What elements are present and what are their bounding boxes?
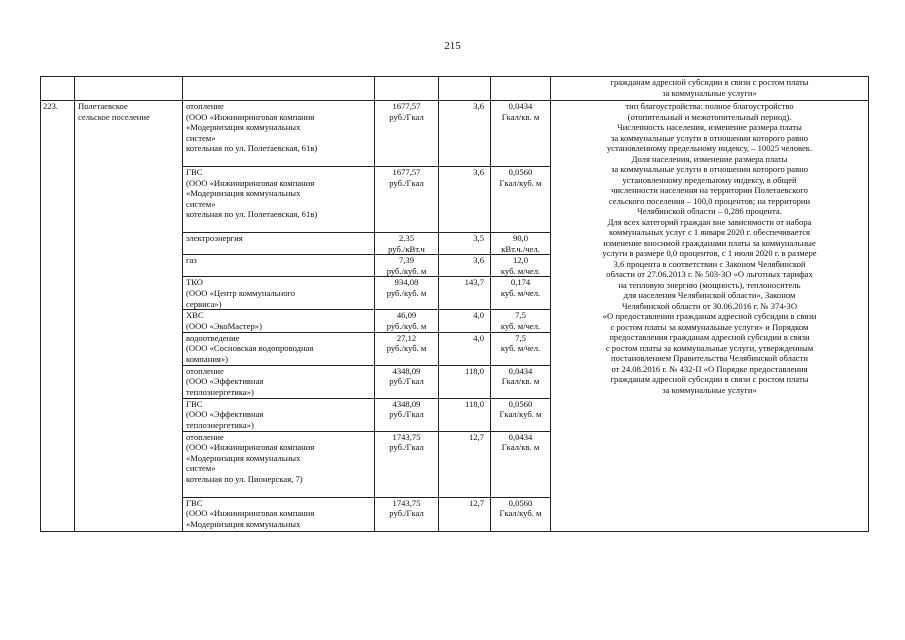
service-name: отопление (ООО «Инжиниринговая компания «Модернизация коммунальных систем» котельная по ул. Полетаевская, 61в): [186, 101, 318, 154]
service-cell: [183, 233, 375, 255]
settlement-name: Полетаевское сельское поселение: [78, 101, 150, 122]
tariff-cell: [375, 431, 439, 497]
tariff-cell: [375, 233, 439, 255]
tariff-cell: [375, 101, 439, 167]
norm-cell: [491, 167, 551, 233]
cont-note-cell: [551, 77, 869, 101]
cont-num-cell: [41, 77, 75, 101]
tariff-value: 27,12 руб./куб. м: [386, 332, 427, 354]
growth-index: 12,7: [468, 497, 484, 508]
page-number: 215: [444, 40, 461, 52]
growth-index: 118,0: [464, 398, 484, 409]
service-name: отопление (ООО «Эффективная теплоэнергетика»): [186, 365, 264, 397]
tariff-value: 1677,57 руб./Гкал: [389, 101, 424, 122]
norm-cell: [491, 277, 551, 310]
tariff-value: 4348,09 руб./Гкал: [389, 398, 424, 420]
tariff-cell: [375, 398, 439, 431]
tariff-cell: [375, 255, 439, 277]
tariff-cell: [375, 167, 439, 233]
continuation-row: [41, 77, 869, 101]
table-row: [41, 101, 869, 167]
growth-cell: [439, 497, 491, 531]
consumption-norm: 0,0560 Гкал/куб. м: [499, 497, 542, 519]
tariff-value: 46,09 руб./куб. м: [386, 310, 427, 331]
service-cell: [183, 398, 375, 431]
growth-index: 4,0: [473, 332, 484, 343]
growth-cell: [439, 101, 491, 167]
consumption-norm: 0,0434 Гкал/кв. м: [501, 101, 540, 122]
norm-cell: [491, 332, 551, 365]
consumption-norm: 90,0 кВт.ч./чел.: [501, 233, 540, 254]
cont-growth-cell: [439, 77, 491, 101]
prev-note-tail: гражданам адресной субсидии в связи с ростом платы за коммунальные услуги»: [610, 77, 809, 98]
note-cell: [551, 101, 869, 532]
service-cell: [183, 431, 375, 497]
cont-settlement-cell: [75, 77, 183, 101]
tariff-cell: [375, 310, 439, 332]
service-cell: [183, 101, 375, 167]
growth-index: 4,0: [473, 310, 484, 321]
service-cell: [183, 277, 375, 310]
cont-service-cell: [183, 77, 375, 101]
service-name: электроэнергия: [186, 233, 243, 243]
norm-cell: [491, 255, 551, 277]
service-name: газ: [186, 255, 197, 266]
tariff-cell: [375, 365, 439, 398]
service-name: ХВС (ООО «ЭкоМастер»): [186, 310, 262, 331]
consumption-norm: 0,0434 Гкал/кв. м: [501, 431, 540, 453]
tariff-value: 7,39 руб./куб. м: [386, 255, 427, 276]
growth-index: 3,6: [473, 167, 484, 177]
service-cell: [183, 167, 375, 233]
norm-cell: [491, 310, 551, 332]
growth-index: 3,6: [473, 255, 484, 266]
consumption-norm: 0,0434 Гкал/кв. м: [501, 365, 540, 387]
tariff-value: 4348,09 руб./Гкал: [389, 365, 424, 387]
growth-index: 3,5: [473, 233, 484, 243]
tariff-value: 2,35 руб./кВт.ч: [388, 233, 425, 254]
growth-cell: [439, 365, 491, 398]
norm-cell: [491, 101, 551, 167]
tariff-value: 934,08 руб./куб. м: [386, 277, 427, 298]
service-cell: [183, 255, 375, 277]
tariff-table: [40, 76, 869, 532]
row-number-cell: [41, 101, 75, 532]
growth-cell: [439, 310, 491, 332]
consumption-norm: 0,0560 Гкал/куб. м: [499, 398, 542, 420]
norm-cell: [491, 398, 551, 431]
tariff-cell: [375, 277, 439, 310]
growth-index: 143,7: [464, 277, 484, 288]
consumption-norm: 7,5 куб. м/чел.: [500, 332, 541, 354]
cont-tariff-cell: [375, 77, 439, 101]
growth-cell: [439, 277, 491, 310]
service-cell: [183, 310, 375, 332]
growth-cell: [439, 255, 491, 277]
growth-cell: [439, 431, 491, 497]
service-name: ГВС (ООО «Инжиниринговая компания «Модернизация коммунальных: [186, 497, 315, 529]
growth-cell: [439, 233, 491, 255]
service-name: отопление (ООО «Инжиниринговая компания «Модернизация коммунальных систем» котельная по ул. Пионерская, 7): [186, 431, 315, 484]
growth-cell: [439, 332, 491, 365]
service-cell: [183, 332, 375, 365]
growth-cell: [439, 398, 491, 431]
growth-cell: [439, 167, 491, 233]
growth-index: 3,6: [473, 101, 484, 111]
growth-index: 12,7: [468, 431, 484, 442]
consumption-norm: 7,5 куб. м/чел.: [500, 310, 541, 331]
row-number: 223.: [43, 101, 59, 111]
service-name: ГВС (ООО «Инжиниринговая компания «Модернизация коммунальных систем» котельная по ул. Полетаевская, 61в): [186, 167, 318, 220]
tariff-value: 1743,75 руб./Гкал: [389, 497, 424, 519]
cont-norm-cell: [491, 77, 551, 101]
consumption-norm: 12,0 куб. м/чел.: [500, 255, 541, 276]
norm-cell: [491, 497, 551, 531]
service-cell: [183, 365, 375, 398]
note-text: тип благоустройства: полное благоустройство (отопительный и межотопительный период). Численность населения, изменение размера платы за коммунальные услуги в отношении которого равно установленному предельному индексу, – 10025 человек. Доля населения, изменение размера платы за коммунальные услуги в отношении которого равно установленному предельному индексу, в общей численности населения на территории Полетаевского сельского поселения – 100,0 процентов; на территории Челябинской области – 0,286 процента. Для всех категорий граждан вне зависимости от набора коммунальных услуг с 1 января 2020 г. обеспечивается изменение вносимой гражданами платы за коммунальные услуги в размере 0,0 процентов, с 1 июля 2020 г. в размере 3,6 процента в соответствии с Законом Челябинской области от 27.06.2013 г. № 503-ЗО «О льготных тарифах на тепловую энергию (мощность), теплоноситель для населения Челябинской области», Законом Челябинской области от 30.06.2016 г. № 374-ЗО «О предоставлении гражданам адресной субсидии в связи с ростом платы за коммунальные услуги» и Порядком предоставления гражданам адресной субсидии в связи с ростом платы за коммунальные услуги, утвержденным постановлением Правительства Челябинской области от 24.08.2016 г. № 432-П «О Порядке предоставления гражданам адресной субсидии в связи с ростом платы за коммунальные услуги»: [602, 101, 817, 395]
service-name: водоотведение (ООО «Сосновская водопроводная компания»): [186, 332, 314, 364]
tariff-cell: [375, 497, 439, 531]
settlement-cell: [75, 101, 183, 532]
consumption-norm: 0,174 куб. м/чел.: [500, 277, 541, 298]
service-name: ТКО (ООО «Центр коммунального сервиса»): [186, 277, 296, 309]
norm-cell: [491, 233, 551, 255]
consumption-norm: 0,0560 Гкал/куб. м: [499, 167, 542, 188]
norm-cell: [491, 431, 551, 497]
tariff-value: 1743,75 руб./Гкал: [389, 431, 424, 453]
service-cell: [183, 497, 375, 531]
norm-cell: [491, 365, 551, 398]
growth-index: 118,0: [464, 365, 484, 376]
service-name: ГВС (ООО «Эффективная теплоэнергетика»): [186, 398, 264, 430]
tariff-value: 1677,57 руб./Гкал: [389, 167, 424, 188]
tariff-cell: [375, 332, 439, 365]
